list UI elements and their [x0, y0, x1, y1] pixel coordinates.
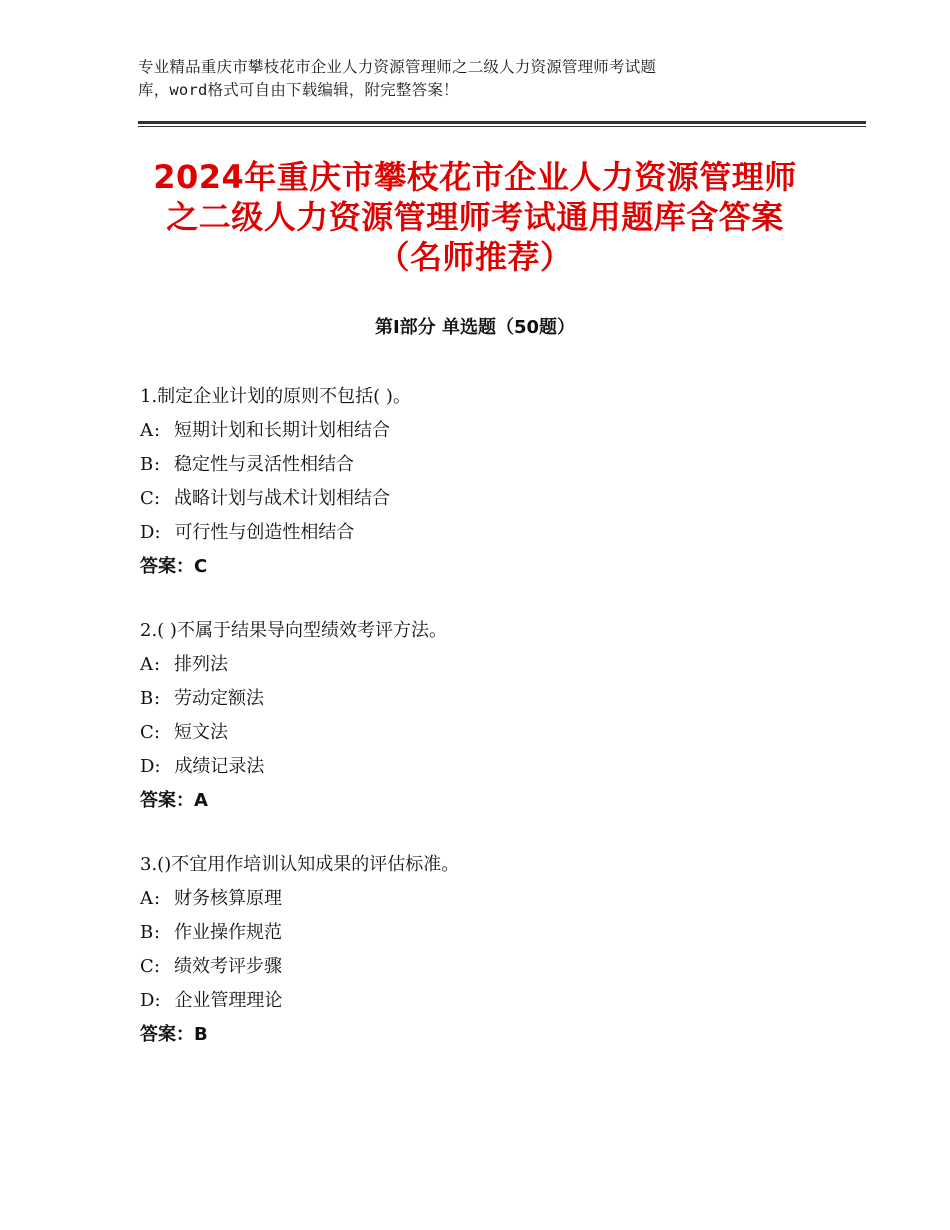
question-stem: 3.()不宜用作培训认知成果的评估标准。: [140, 854, 460, 875]
option-text: 财务核算原理: [174, 888, 282, 909]
option-separator: :: [154, 522, 161, 543]
option-separator: :: [154, 722, 161, 743]
option-separator: :: [154, 990, 161, 1011]
question-item: [140, 614, 840, 818]
option-letter: C: [140, 722, 154, 743]
header-note-line-2: 库，word格式可自由下载编辑，附完整答案！: [138, 81, 459, 99]
answer-label: 答案：A: [140, 790, 208, 811]
question-list: [140, 380, 840, 1082]
answer-label: 答案：B: [140, 1024, 208, 1045]
question-stem: 1.制定企业计划的原则不包括( )。: [140, 386, 411, 407]
option-letter: D: [140, 756, 155, 777]
option-letter: A: [140, 888, 153, 909]
option-c: [140, 716, 840, 750]
option-letter: B: [140, 922, 154, 943]
option-text: 绩效考评步骤: [174, 956, 282, 977]
option-separator: :: [154, 888, 161, 909]
option-letter: C: [140, 956, 154, 977]
option-d: [140, 516, 840, 550]
option-text: 劳动定额法: [174, 688, 264, 709]
option-text: 稳定性与灵活性相结合: [174, 454, 354, 475]
option-a: [140, 648, 840, 682]
option-separator: :: [154, 420, 161, 441]
title-line-2: 之二级人力资源管理师考试通用题库含答案: [166, 198, 784, 236]
option-b: [140, 682, 840, 716]
option-separator: :: [154, 454, 161, 475]
option-text: 排列法: [174, 654, 228, 675]
option-letter: A: [140, 420, 153, 441]
section-heading: 第Ⅰ部分 单选题（50题）: [374, 317, 575, 338]
document-title: [120, 157, 830, 277]
option-letter: D: [140, 522, 155, 543]
option-letter: C: [140, 488, 154, 509]
option-separator: :: [154, 688, 161, 709]
option-text: 短文法: [174, 722, 228, 743]
header-note-line-1: 专业精品重庆市攀枝花市企业人力资源管理师之二级人力资源管理师考试题: [138, 58, 657, 76]
option-text: 作业操作规范: [174, 922, 282, 943]
answer-label: 答案：C: [140, 556, 208, 577]
option-c: [140, 482, 840, 516]
option-b: [140, 448, 840, 482]
option-separator: :: [154, 922, 161, 943]
option-text: 成绩记录法: [174, 756, 265, 777]
title-line-1: 2024年重庆市攀枝花市企业人力资源管理师: [153, 158, 797, 196]
title-line-3: （名师推荐）: [377, 238, 573, 276]
question-item: [140, 848, 840, 1052]
option-d: [140, 984, 840, 1018]
option-separator: :: [154, 956, 161, 977]
option-d: [140, 750, 840, 784]
option-letter: A: [140, 654, 153, 675]
option-letter: B: [140, 688, 154, 709]
header-divider: [138, 121, 866, 127]
option-letter: D: [140, 990, 155, 1011]
option-text: 企业管理理论: [174, 990, 283, 1011]
option-separator: :: [154, 756, 161, 777]
option-separator: :: [154, 488, 161, 509]
option-separator: :: [154, 654, 161, 675]
option-text: 短期计划和长期计划相结合: [174, 420, 390, 441]
option-letter: B: [140, 454, 154, 475]
option-a: [140, 414, 840, 448]
question-stem: 2.( )不属于结果导向型绩效考评方法。: [140, 620, 447, 641]
question-item: [140, 380, 840, 584]
option-text: 可行性与创造性相结合: [174, 522, 355, 543]
option-a: [140, 882, 840, 916]
option-text: 战略计划与战术计划相结合: [174, 488, 390, 509]
option-c: [140, 950, 840, 984]
option-b: [140, 916, 840, 950]
header-note: [138, 56, 778, 102]
